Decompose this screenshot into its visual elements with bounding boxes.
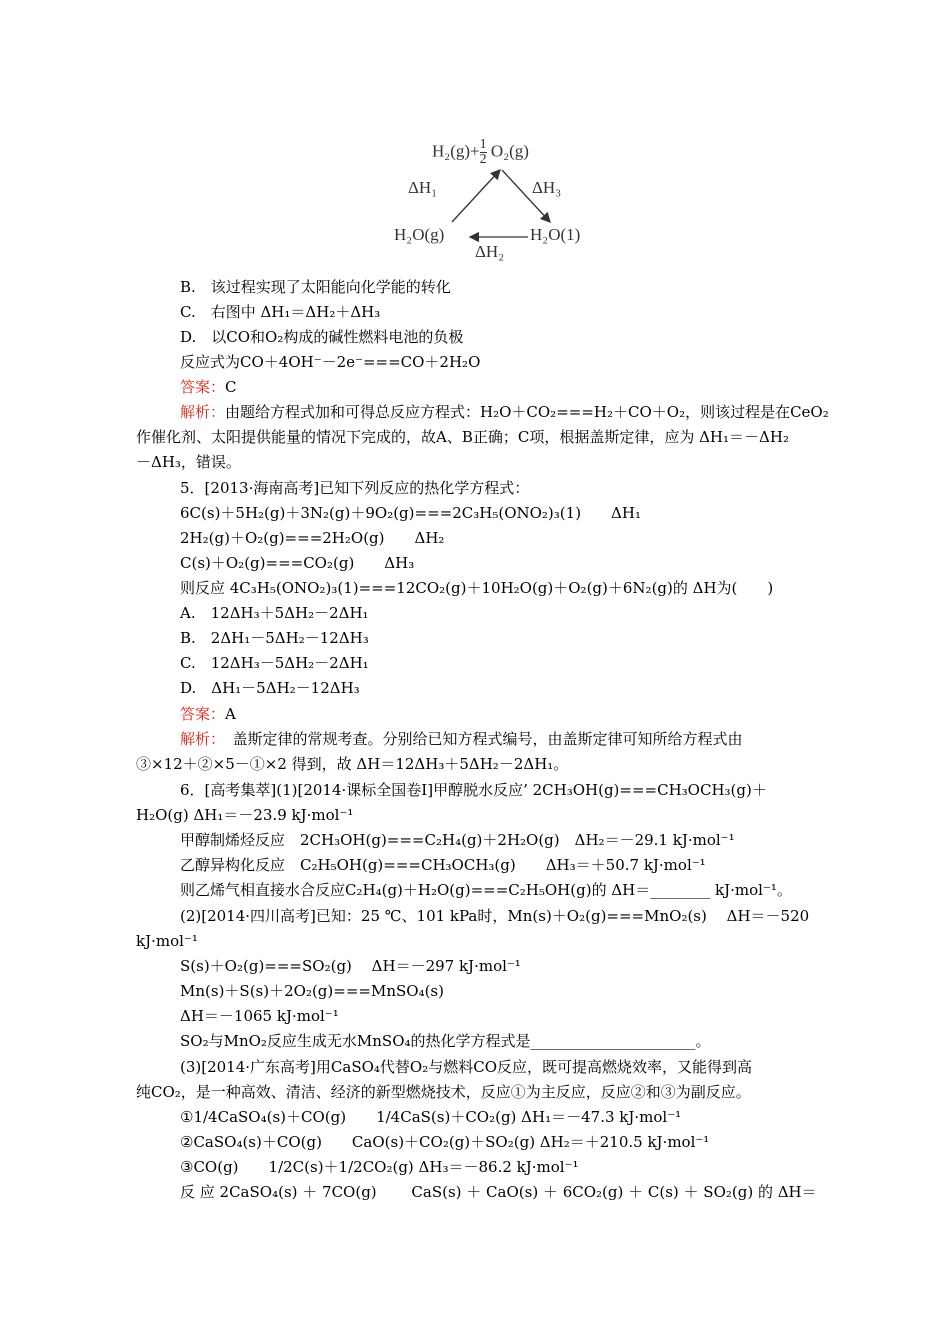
arrow-dh1 (452, 170, 500, 222)
q6-part-2-unit: kJ·mol⁻¹ (136, 932, 198, 950)
q6-part-3-eq1: ①1/4CaSO₄(s)＋CO(g) 1/4CaS(s)＋CO₂(g) ΔH₁＝－47.3 kJ·mol⁻¹ (180, 1108, 682, 1126)
q5-option-c: C. 12ΔH₃－5ΔH₂－2ΔH₁ (180, 654, 369, 672)
top-species: H₂(g)+ $\frac{1}{2}$ O₂(g) (432, 137, 529, 167)
q5-question: 则反应 4C₃H₅(ONO₂)₃(1)===12CO₂(g)＋10H₂O(g)＋O₂(g)＋6N₂(g)的 ΔH为( ) (180, 579, 774, 597)
explanation-1-line2: 作催化剂、太阳提供能量的情况下完成的，故A、B正确；C项，根据盖斯定律，应为 ΔH₁＝－ΔH₂ (136, 428, 789, 446)
q6-line-b: 甲醇制烯烃反应 2CH₃OH(g)===C₂H₄(g)＋2H₂O(g) ΔH₂＝－29.1 kJ·mol⁻¹ (180, 831, 735, 849)
q6-line-a: H₂O(g) ΔH₁＝－23.9 kJ·mol⁻¹ (136, 806, 354, 824)
q6-line-c: 乙醇异构化反应 C₂H₅OH(g)===CH₃OCH₃(g) ΔH₃＝＋50.7 kJ·mol⁻¹ (180, 856, 706, 874)
q6-part-3-eq2: ②CaSO₄(s)＋CO(g) CaO(s)＋CO₂(g)＋SO₂(g) ΔH₂＝＋210.5 kJ·mol⁻¹ (180, 1133, 710, 1151)
explanation-2-line2: ③×12＋②×5－①×2 得到，故 ΔH＝12ΔH₃＋5ΔH₂－2ΔH₁。 (136, 755, 569, 773)
q6-part-2-eq1: S(s)＋O₂(g)===SO₂(g) ΔH＝－297 kJ·mol⁻¹ (180, 957, 521, 975)
q6-part-3-eq3: ③CO(g) 1/2C(s)＋1/2CO₂(g) ΔH₃＝－86.2 kJ·mol⁻¹ (180, 1158, 579, 1176)
option-c: C. 右图中 ΔH₁＝ΔH₂＋ΔH₃ (180, 303, 381, 321)
option-b: B. 该过程实现了太阳能向化学能的转化 (180, 278, 451, 296)
question-5: 5．[2013·海南高考]已知下列反应的热化学方程式： (180, 479, 530, 497)
answer-1: 答案：C (180, 378, 237, 396)
dh3-label: ΔH₃ (532, 178, 562, 197)
q5-equation-3: C(s)＋O₂(g)===CO₂(g) ΔH₃ (180, 554, 415, 572)
q5-equation-2: 2H₂(g)＋O₂(g)===2H₂O(g) ΔH₂ (180, 529, 445, 547)
h2o-gas-label: H₂O(g) (394, 225, 445, 244)
q6-part-2-dh: ΔH＝－1065 kJ·mol⁻¹ (180, 1007, 339, 1025)
q6-part-2-question: SO₂与MnO₂反应生成无水MnSO₄的热化学方程式是______________________。 (180, 1032, 711, 1050)
question-6: 6．[高考集萃](1)[2014·课标全国卷Ⅰ]甲醇脱水反应’ 2CH₃OH(g)===CH₃OCH₃(g)＋ (180, 781, 767, 799)
dh1-label: ΔH₁ (408, 178, 438, 197)
q6-part-2-eq2: Mn(s)＋S(s)＋2O₂(g)===MnSO₄(s) (180, 982, 444, 1000)
option-d: D. 以CO和O₂构成的碱性燃料电池的负极 (180, 328, 464, 346)
q5-option-b: B. 2ΔH₁－5ΔH₂－12ΔH₃ (180, 629, 369, 647)
q6-part-3: (3)[2014·广东高考]用CaSO₄代替O₂与燃料CO反应，既可提高燃烧效率，又能得到高 (180, 1058, 752, 1076)
q5-option-a: A. 12ΔH₃＋5ΔH₂－2ΔH₁ (180, 604, 369, 622)
q5-option-d: D. ΔH₁－5ΔH₂－12ΔH₃ (180, 679, 360, 697)
h2o-liquid-label: H₂O(1) (530, 225, 581, 244)
q6-line-d: 则乙烯气相直接水合反应C₂H₄(g)＋H₂O(g)===C₂H₅OH(g)的 ΔH＝________ kJ·mol⁻¹。 (180, 881, 792, 899)
answer-2: 答案：A (180, 705, 236, 723)
q6-part-3-question: 反 应 2CaSO₄(s) ＋ 7CO(g) CaS(s) ＋ CaO(s) ＋ 6CO₂(g) ＋ C(s) ＋ SO₂(g) 的 ΔH＝ (180, 1183, 817, 1201)
energy-cycle-diagram (380, 130, 610, 270)
explanation-1: 解析：由题给方程式加和可得总反应方程式：H₂O＋CO₂===H₂＋CO＋O₂，则该过程是在CeO₂ (180, 403, 829, 421)
half-fraction: $\frac{1}{2}$ (479, 137, 487, 167)
dh2-label: ΔH₂ (475, 242, 505, 261)
option-d-cont: 反应式为CO＋4OH⁻－2e⁻===CO＋2H₂O (180, 353, 481, 371)
q6-part-3-line2: 纯CO₂，是一种高效、清洁、经济的新型燃烧技术，反应①为主反应，反应②和③为副反应。 (136, 1083, 751, 1101)
q6-part-2: (2)[2014·四川高考]已知：25 ℃、101 kPa时，Mn(s)＋O₂(g)===MnO₂(s) ΔH＝－520 (180, 907, 810, 925)
q5-equation-1: 6C(s)＋5H₂(g)＋3N₂(g)＋9O₂(g)===2C₃H₅(ONO₂)₃(1) ΔH₁ (180, 504, 641, 522)
explanation-2: 解析： 盖斯定律的常规考查。分别给已知方程式编号，由盖斯定律可知所给方程式由 (180, 730, 743, 748)
explanation-1-line3: －ΔH₃，错误。 (136, 453, 241, 471)
